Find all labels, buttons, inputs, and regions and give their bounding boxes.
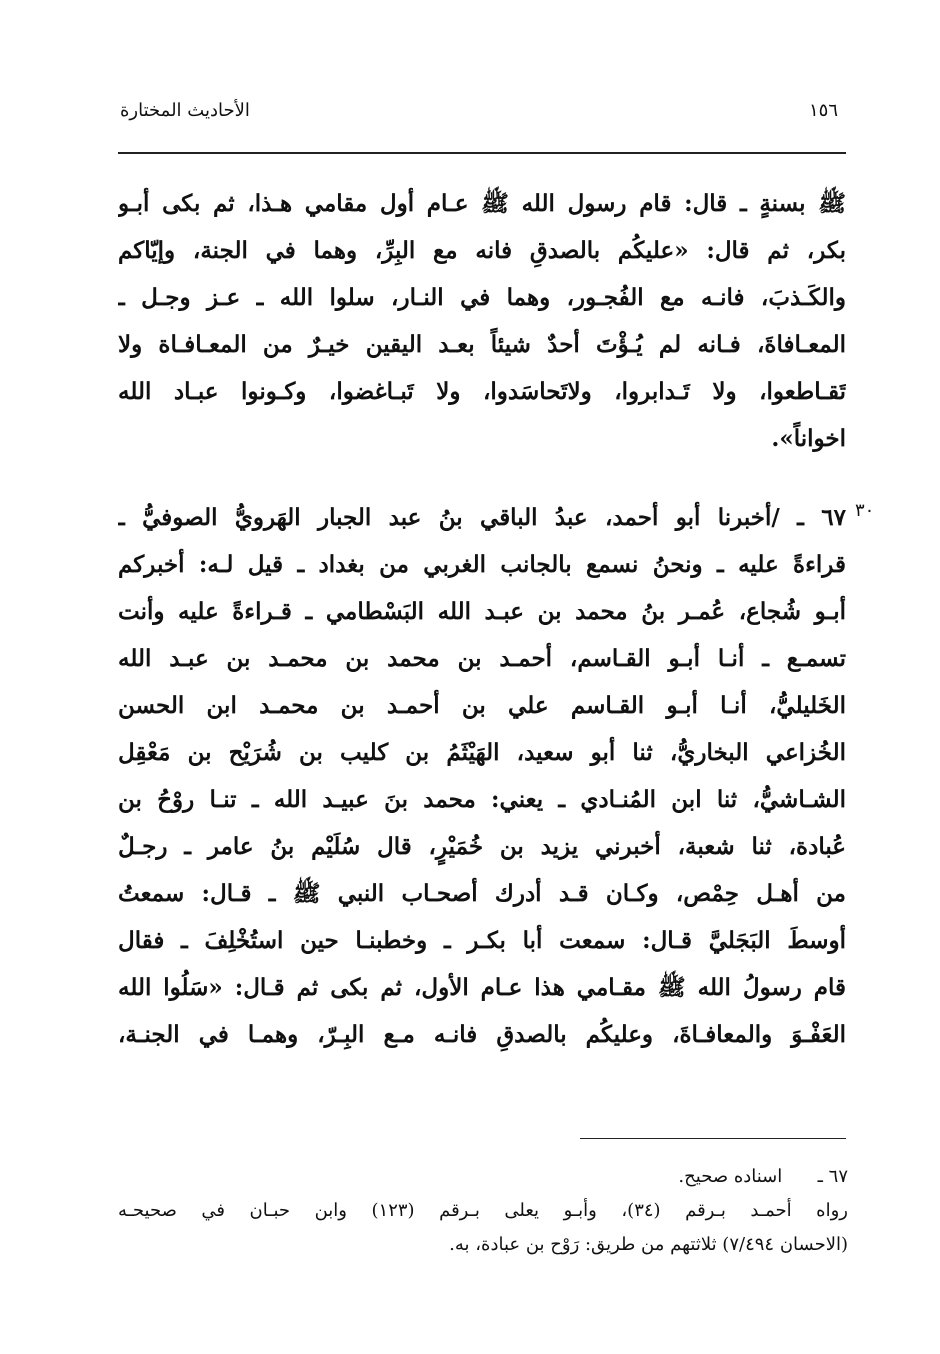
footnote-first-row [118, 1160, 848, 1194]
footnote-text: (الاحسان ٧/٤٩٤) ثلاثتهم من طريق: رَوْح بن عبادة، به. [449, 1234, 848, 1255]
text-line: الشـاشيُّ، ثنا ابن المُنـادي ـ يعني: محمد بنَ عبيـد الله ـ تنـا روْحُ بن [118, 786, 846, 813]
footnote-number: ٦٧ ـ [817, 1166, 848, 1187]
page-number: ١٥٦ [808, 100, 838, 121]
text-line: أوسطَ البَجَليَّ قـال: سمعت أبا بكـر ـ وخطبنـا حين استُخْلِفَ ـ فقال [118, 927, 846, 954]
text-line: تسمـع ـ أنـا أبـو القـاسم، أحمـد بن محمد بن محمـد بن عبـد الله [118, 645, 846, 672]
hadith-67 [118, 494, 846, 1058]
text-line: الخُزاعي البخاريُّ، ثنا أبو سعيد، الهَيْثَمُ بن كليب بن شُرَيْح بن مَعْقِل [118, 739, 846, 766]
text-line: قام رسولُ الله ﷺ مقـامي هذا عـام الأول، ثم بكى ثم قـال: «سَلُوا الله [118, 974, 846, 1001]
text-line: عُبادة، ثنا شعبة، أخبرني يزيد بن خُمَيْرٍ، قال سُلَيْم بنُ عامر ـ رجـلٌ [118, 833, 846, 860]
hadith-text-continuation [118, 180, 846, 462]
text-line: العَفْـوَ والمعافـاةَ، وعليكُم بالصدقِ فانـه مـع البِـرّ، وهمـا في الجنـة، [118, 1021, 846, 1048]
footnote-text: رواه أحمـد بـرقم (٣٤)، وأبـو يعلى بـرقم (١٢٣) وابن حبـان في صحيحـه [118, 1200, 848, 1221]
text-line: أبـو شُجاع، عُمـر بنُ محمد بن عبـد الله البَسْطامي ـ قـراءةً عليه وأنت [118, 598, 846, 625]
margin-line-number: ٣٠ [855, 500, 875, 521]
text-line: المعـافاةَ، فـانه لم يُـؤْتَ أحدٌ شيئاً بعـد اليقين خيـرٌ من المعـافـاة ولا [118, 331, 846, 358]
text-line: تَقـاطعوا، ولا تَـدابروا، ولاتَحاسَدوا، ولا تَبـاغضوا، وكـونوا عبـاد الله [118, 378, 846, 405]
text-line: الخَليليُّ، أنـا أبـو القـاسم علي بن أحمـد بن محمـد ابن الحسن [118, 692, 846, 719]
footnotes [118, 1160, 848, 1262]
text-line: اخواناً». [771, 425, 846, 452]
footnote-text: اسناده صحيح. [678, 1166, 783, 1187]
text-line: بكر، ثم قال: «عليكُم بالصدقِ فانه مع البِرِّ، وهما في الجنة، وإيّاكم [118, 237, 846, 264]
text-line: والكَـذبَ، فانـه مع الفُجـور، وهما في النـار، سلوا الله ـ عـز وجـل ـ [118, 284, 846, 311]
running-title: الأحاديث المختارة [120, 100, 250, 121]
text-line: من أهـل حِمْص، وكـان قـد أدرك أصحـاب النبي ﷺ ـ قـال: سمعتُ [118, 880, 846, 907]
header-rule [118, 152, 846, 154]
page-header [118, 96, 846, 136]
text-line: قراءةً عليه ـ ونحنُ نسمع بالجانب الغربي من بغداد ـ قيل لـه: أخبركم [118, 551, 846, 578]
text-line: ﷺ بسنةٍ ـ قال: قام رسول الله ﷺ عـام أول مقامي هـذا، ثم بكى أبـو [118, 190, 846, 217]
text-line: ٦٧ ـ /أخبرنا أبو أحمد، عبدُ الباقي بنُ عبد الجبار الهَرويُّ الصوفيُّ ـ [118, 504, 846, 531]
footnote-rule [580, 1138, 846, 1139]
